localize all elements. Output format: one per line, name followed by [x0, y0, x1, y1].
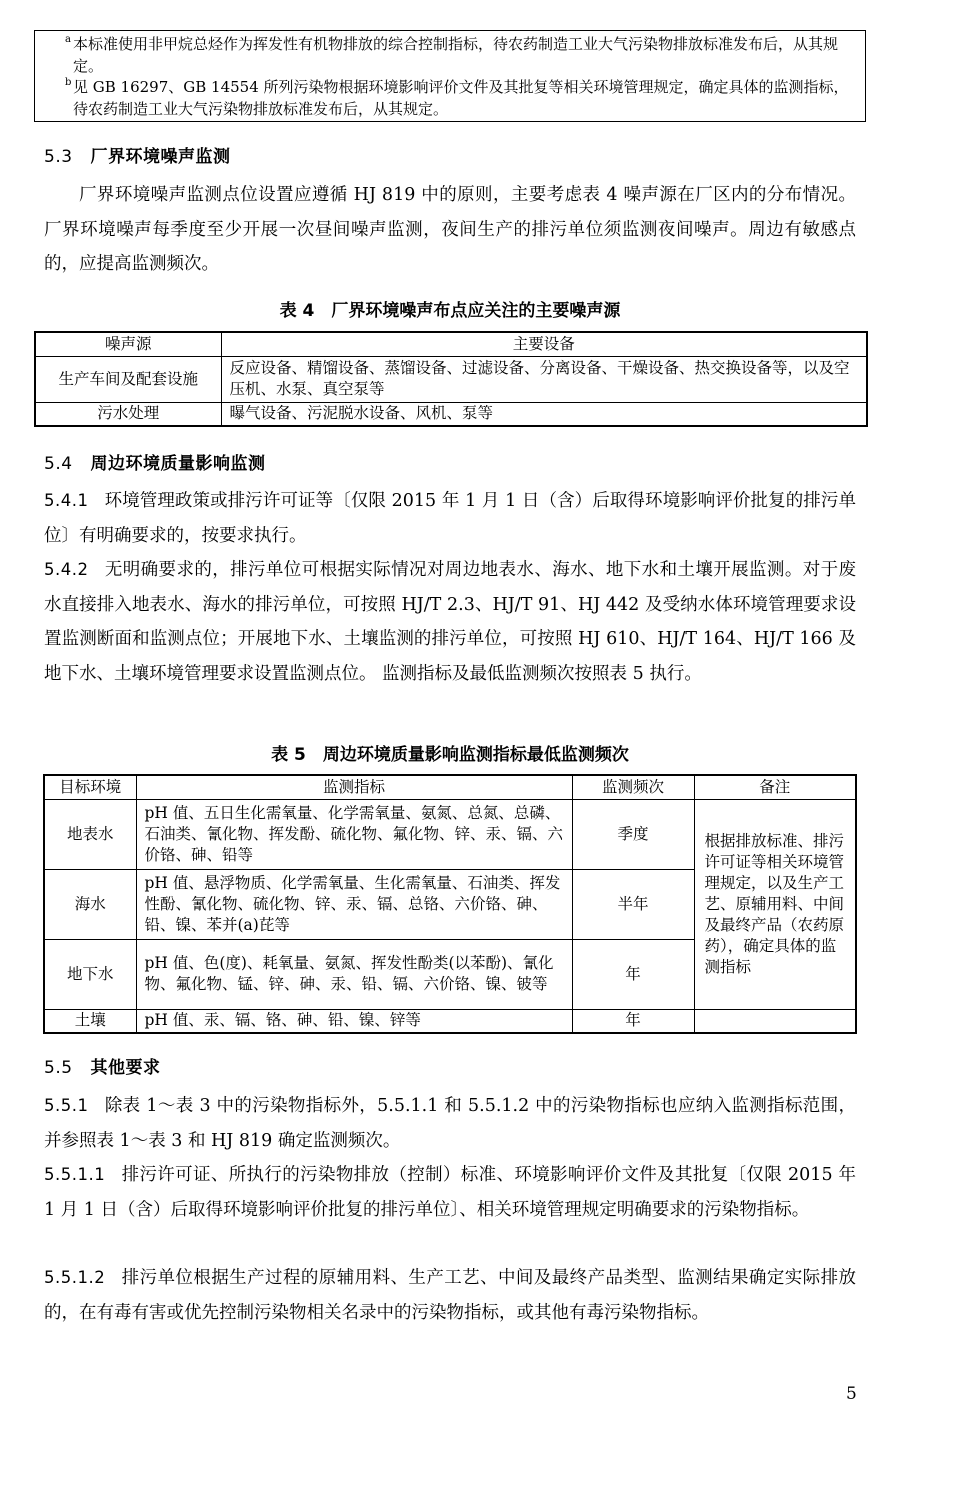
- table-5: [43, 774, 857, 1034]
- table-empty-cell: [694, 1009, 856, 1033]
- footnote-mark: a: [65, 34, 71, 45]
- table-cell: 土壤: [44, 1009, 136, 1033]
- table-row: [44, 1009, 856, 1033]
- clause-number: 5.5.1: [44, 1096, 89, 1115]
- clause-text: 排污单位根据生产过程的原辅用料、生产工艺、中间及最终产品类型、监测结果确定实际排放的，在有毒有害或优先控制污染物相关名录中的污染物指标，或其他有毒污染物指标。: [44, 1268, 856, 1323]
- paragraph-5-4-1: [44, 484, 856, 553]
- table-header-cell: 监测指标: [136, 775, 572, 799]
- paragraph-5-4-2: [44, 553, 856, 691]
- section-heading-5-5: [44, 1053, 161, 1078]
- section-title: 其他要求: [90, 1058, 161, 1078]
- table5-caption: 表 5 周边环境质量影响监测指标最低监测频次: [271, 745, 629, 765]
- table-header-row: [35, 332, 867, 356]
- clause-text: 无明确要求的，排污单位可根据实际情况对周边地表水、海水、地下水和土壤开展监测。对于废水直接排入地表水、海水的排污单位，可按照 HJ/T 2.3、HJ/T 91、HJ 442 及受纳水体环境管理要求设置监测断面和监测点位；开展地下水、土壤监测的排污单位，可按照 HJ 610、HJ/T 164、HJ/T 166 及地下水、土壤环境管理要求设置监测点位。 监测指标及最低监测频次按照表 5 执行。: [44, 560, 856, 684]
- table-header-cell: 噪声源: [35, 332, 221, 356]
- footnote-text: 见 GB 16297、GB 14554 所列污染物根据环境影响评价文件及其批复等相关环境管理规定，确定具体的监测指标，待农药制造工业大气污染物排放标准发布后，从其规定。: [73, 78, 849, 118]
- table-cell: 污水处理: [35, 402, 221, 426]
- table-cell: 反应设备、精馏设备、蒸馏设备、过滤设备、分离设备、干燥设备、热交换设备等，以及空压机、水泵、真空泵等: [221, 356, 867, 402]
- table-cell: 海水: [44, 869, 136, 939]
- clause-number: 5.4.2: [44, 560, 89, 579]
- table-cell: pH 值、色(度)、耗氧量、氨氮、挥发性酚类(以苯酚)、氰化物、氟化物、锰、锌、砷、汞、铅、镉、六价铬、镍、铍等: [136, 939, 572, 1009]
- section-title: 周边环境质量影响监测: [90, 454, 266, 474]
- table-header-cell: 目标环境: [44, 775, 136, 799]
- paragraph-5-3: 厂界环境噪声监测点位设置应遵循 HJ 819 中的原则，主要考虑表 4 噪声源在厂区内的分布情况。厂界环境噪声每季度至少开展一次昼间噪声监测，夜间生产的排污单位须监测夜间噪声。周边有敏感点的，应提高监测频次。: [44, 185, 856, 274]
- section-number: 5.3: [44, 147, 73, 167]
- paragraph-5-5-1-1: [44, 1158, 856, 1227]
- footnote-box: [34, 30, 866, 122]
- clause-number: 5.4.1: [44, 491, 89, 510]
- section-number: 5.5: [44, 1058, 73, 1078]
- table-cell: 半年: [572, 869, 694, 939]
- paragraph-5-5-1-2: [44, 1261, 856, 1330]
- clause-text: 除表 1～表 3 中的污染物指标外，5.5.1.1 和 5.5.1.2 中的污染物指标也应纳入监测指标范围，并参照表 1～表 3 和 HJ 819 确定监测频次。: [44, 1096, 856, 1151]
- clause-number: 5.5.1.2: [44, 1268, 106, 1287]
- footnote-mark: b: [65, 77, 72, 88]
- section-heading-5-3: [44, 142, 231, 167]
- table-4: [34, 331, 868, 427]
- paragraph-5-5-1: [44, 1089, 856, 1158]
- footnote-text: 本标准使用非甲烷总烃作为挥发性有机物排放的综合控制指标，待农药制造工业大气污染物排放标准发布后，从其规定。: [73, 35, 839, 75]
- page-number: 5: [846, 1384, 857, 1404]
- section-title: 厂界环境噪声监测: [90, 147, 231, 167]
- table-row: [35, 402, 867, 426]
- table-cell: 年: [572, 939, 694, 1009]
- table-header-cell: 主要设备: [221, 332, 867, 356]
- footnote-a: [65, 34, 855, 77]
- table-cell: pH 值、悬浮物质、化学需氧量、生化需氧量、石油类、挥发性酚、氰化物、硫化物、锌、汞、镉、总铬、六价铬、砷、铅、镍、苯并(a)芘等: [136, 869, 572, 939]
- table-header-cell: 监测频次: [572, 775, 694, 799]
- table4-caption: 表 4 厂界环境噪声布点应关注的主要噪声源: [279, 301, 621, 321]
- table-cell: 地下水: [44, 939, 136, 1009]
- table-row: [35, 356, 867, 402]
- section-heading-5-4: [44, 449, 266, 474]
- section-number: 5.4: [44, 454, 73, 474]
- table-cell: pH 值、汞、镉、铬、砷、铅、镍、锌等: [136, 1009, 572, 1033]
- table-header-row: [44, 775, 856, 799]
- table-header-cell: 备注: [694, 775, 856, 799]
- clause-text: 环境管理政策或排污许可证等〔仅限 2015 年 1 月 1 日（含）后取得环境影响评价批复的排污单位〕有明确要求的，按要求执行。: [44, 491, 856, 546]
- table-cell: 年: [572, 1009, 694, 1033]
- table-cell: 生产车间及配套设施: [35, 356, 221, 402]
- table-cell: 地表水: [44, 799, 136, 869]
- table-row: [44, 799, 856, 869]
- table-remark-cell: 根据排放标准、排污许可证等相关环境管理规定，以及生产工艺、原辅用料、中间及最终产品（农药原药），确定具体的监测指标: [694, 799, 856, 1009]
- clause-number: 5.5.1.1: [44, 1165, 106, 1184]
- table-cell: 曝气设备、污泥脱水设备、风机、泵等: [221, 402, 867, 426]
- table-cell: pH 值、五日生化需氧量、化学需氧量、氨氮、总氮、总磷、石油类、氰化物、挥发酚、硫化物、氟化物、锌、汞、镉、六价铬、砷、铅等: [136, 799, 572, 869]
- footnote-b: [65, 77, 855, 120]
- table-cell: 季度: [572, 799, 694, 869]
- clause-text: 排污许可证、所执行的污染物排放（控制）标准、环境影响评价文件及其批复〔仅限 2015 年 1 月 1 日（含）后取得环境影响评价批复的排污单位〕、相关环境管理规定明确要求的污染物指标。: [44, 1165, 856, 1220]
